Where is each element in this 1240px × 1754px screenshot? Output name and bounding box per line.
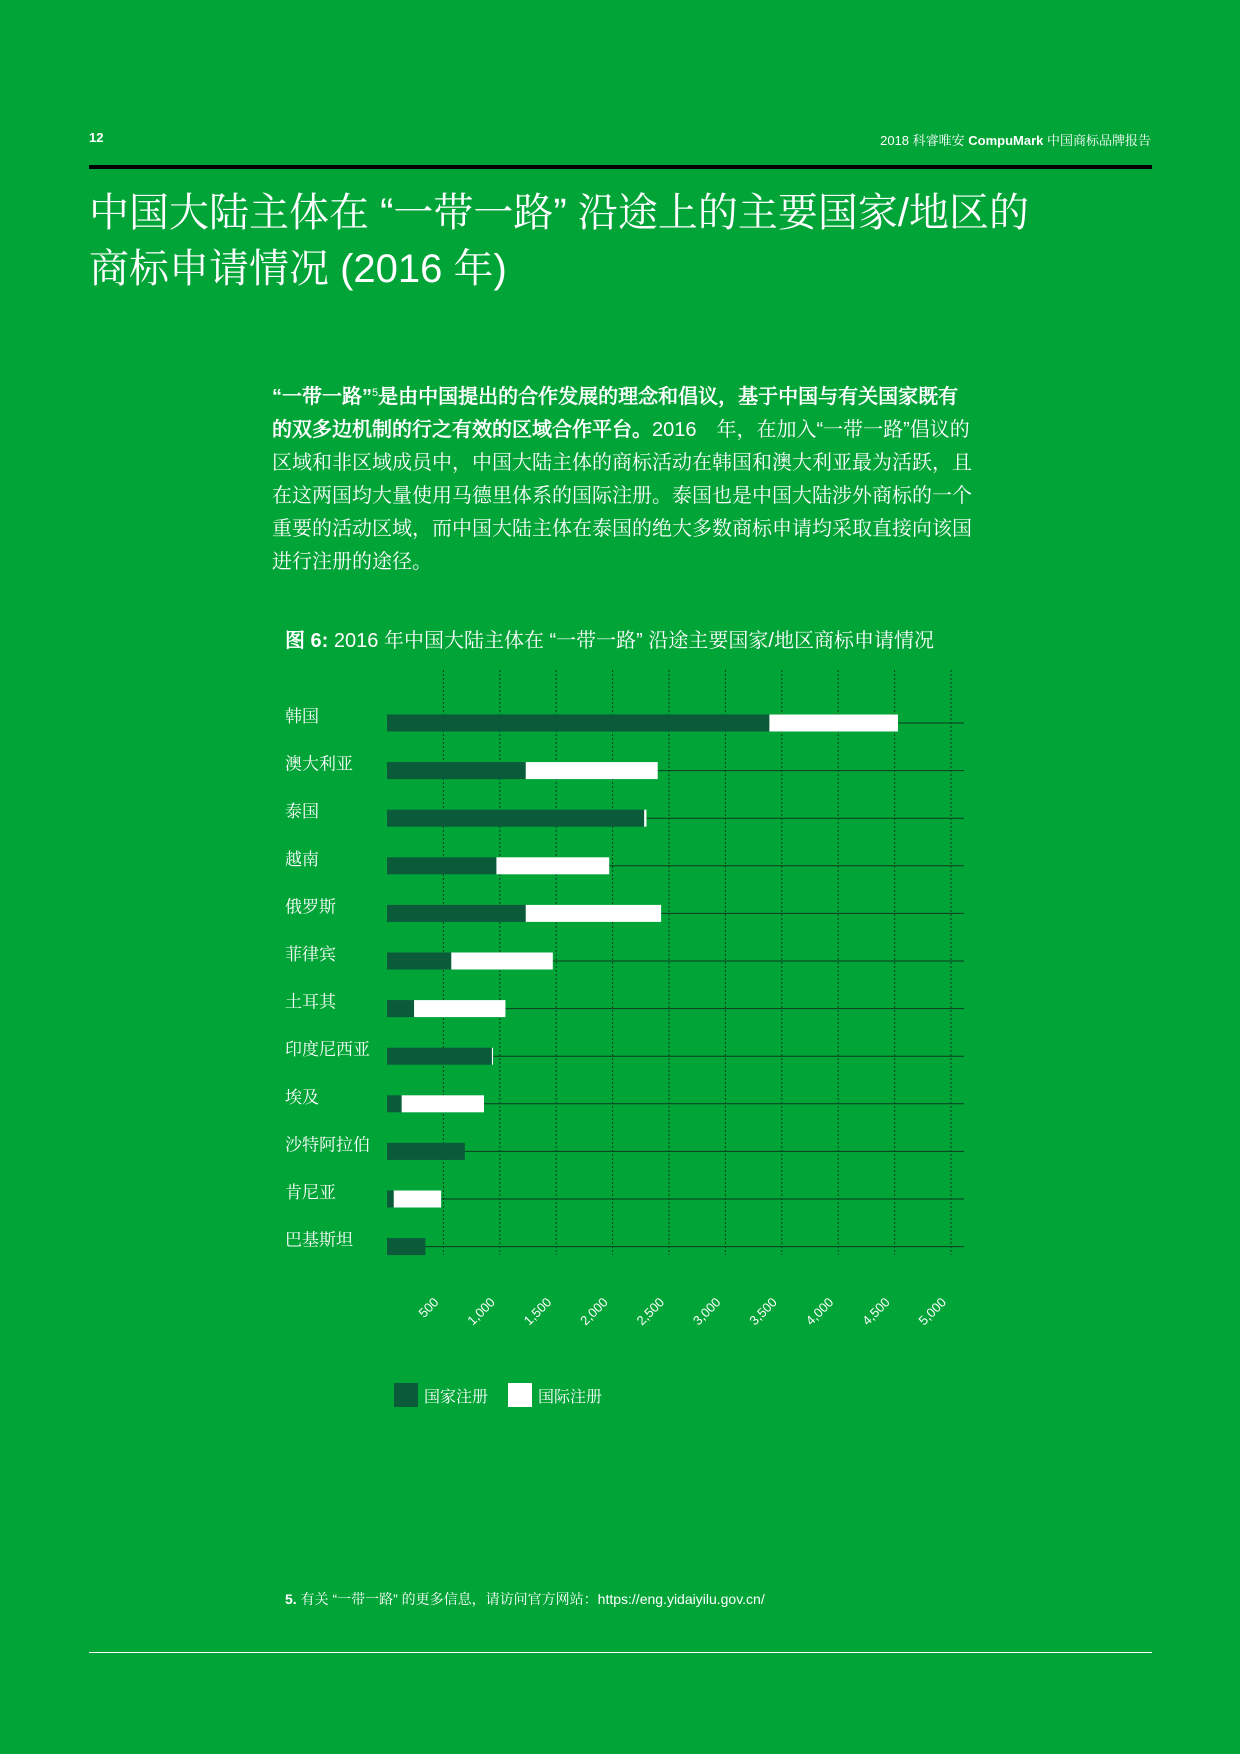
chart-caption — [285, 624, 934, 653]
bar-national-6 — [387, 1000, 414, 1017]
intro-paragraph — [272, 377, 972, 579]
bar-international-4 — [526, 905, 661, 922]
bar-international-1 — [526, 762, 658, 779]
legend-item — [394, 1383, 488, 1407]
intro-bold-1: “一带一路” — [272, 386, 372, 408]
page-heading — [89, 185, 1089, 297]
bar-international-0 — [769, 715, 898, 732]
x-tick-label: 4,000 — [802, 1294, 837, 1329]
bar-national-5 — [387, 953, 451, 970]
category-label: 巴基斯坦 — [285, 1230, 353, 1250]
chart-caption-text: 2016 年中国大陆主体在 “一带一路” 沿途主要国家/地区商标申请情况 — [333, 630, 934, 652]
footnote-text: 有关 “一带一路” 的更多信息，请访问官方网站：https://eng.yidaiyilu.gov.cn/ — [300, 1591, 765, 1607]
category-label: 沙特阿拉伯 — [285, 1135, 370, 1155]
legend-label: 国际注册 — [538, 1388, 603, 1406]
bar-national-11 — [387, 1238, 425, 1255]
bar-international-8 — [402, 1095, 484, 1112]
bar-national-9 — [387, 1143, 465, 1160]
page-number: 12 — [89, 130, 104, 145]
category-label: 韩国 — [285, 707, 319, 726]
category-label: 印度尼西亚 — [285, 1040, 370, 1060]
bar-national-4 — [387, 905, 526, 922]
bar-national-10 — [387, 1191, 394, 1208]
chart-caption-label: 图 6: — [285, 630, 329, 652]
x-tick-label: 5,000 — [915, 1294, 950, 1329]
chart-legend — [394, 1383, 622, 1407]
footnote-number: 5. — [285, 1591, 297, 1607]
category-label: 泰国 — [285, 802, 319, 822]
report-title-brand: CompuMark — [968, 133, 1044, 148]
report-title-prefix: 2018 科睿唯安 — [880, 133, 969, 148]
bottom-rule — [89, 1652, 1152, 1653]
category-label: 土耳其 — [285, 992, 336, 1012]
report-title-suffix: 中国商标品牌报告 — [1043, 133, 1151, 148]
footnote-ref[interactable]: 5 — [372, 387, 379, 399]
x-tick-label: 2,000 — [577, 1294, 611, 1329]
bar-chart — [270, 680, 970, 1329]
category-label: 俄罗斯 — [285, 897, 336, 917]
heading-line-1: 中国大陆主体在 “一带一路” 沿途上的主要国家/地区的 — [89, 191, 1029, 235]
bar-international-5 — [451, 953, 553, 970]
x-tick-label: 4,500 — [859, 1294, 893, 1329]
intro-body: 2016 年，在加入“一带一路”倡议的区域和非区域成员中，中国大陆主体的商标活动在韩国和澳大利亚最为活跃，且在这两国均大量使用马德里体系的国际注册。泰国也是中国大陆涉外商标的一个重要的活动区域，而中国大陆主体在泰国的绝大多数商标申请均采取直接向该国进行注册的途径。 — [272, 419, 972, 573]
bar-national-3 — [387, 857, 496, 874]
x-tick-label: 2,500 — [633, 1294, 668, 1329]
bar-international-10 — [394, 1191, 441, 1208]
bar-national-7 — [387, 1048, 492, 1065]
legend-label: 国家注册 — [424, 1388, 489, 1406]
x-tick-label: 500 — [415, 1294, 442, 1321]
bar-national-2 — [387, 810, 644, 827]
legend-item — [508, 1383, 602, 1407]
running-header — [880, 130, 1151, 149]
category-label: 菲律宾 — [285, 945, 336, 964]
top-rule — [89, 165, 1152, 169]
intro-bold-2: 是由中国提出的合作发展的理念和倡议，基于中国与有关国家既有的双多边机制的行之有效的区域合作平台。 — [272, 386, 959, 441]
x-tick-label: 1,000 — [464, 1294, 498, 1329]
category-label: 澳大利亚 — [285, 754, 353, 774]
bar-international-6 — [414, 1000, 505, 1017]
bar-international-2 — [644, 810, 646, 827]
bar-international-3 — [496, 857, 609, 874]
bar-national-8 — [387, 1095, 402, 1112]
bar-national-0 — [387, 715, 769, 732]
category-label: 肯尼亚 — [285, 1183, 336, 1202]
bar-international-7 — [492, 1048, 493, 1065]
category-label: 越南 — [285, 849, 319, 869]
category-label: 埃及 — [285, 1087, 319, 1107]
x-tick-label: 3,500 — [746, 1294, 780, 1329]
bar-national-1 — [387, 762, 526, 779]
legend-swatch — [394, 1383, 418, 1407]
x-tick-label: 1,500 — [520, 1294, 555, 1329]
heading-line-2: 商标申请情况 (2016 年) — [89, 247, 507, 291]
legend-swatch — [508, 1383, 532, 1407]
footnote — [285, 1589, 765, 1609]
x-tick-label: 3,000 — [689, 1294, 724, 1329]
